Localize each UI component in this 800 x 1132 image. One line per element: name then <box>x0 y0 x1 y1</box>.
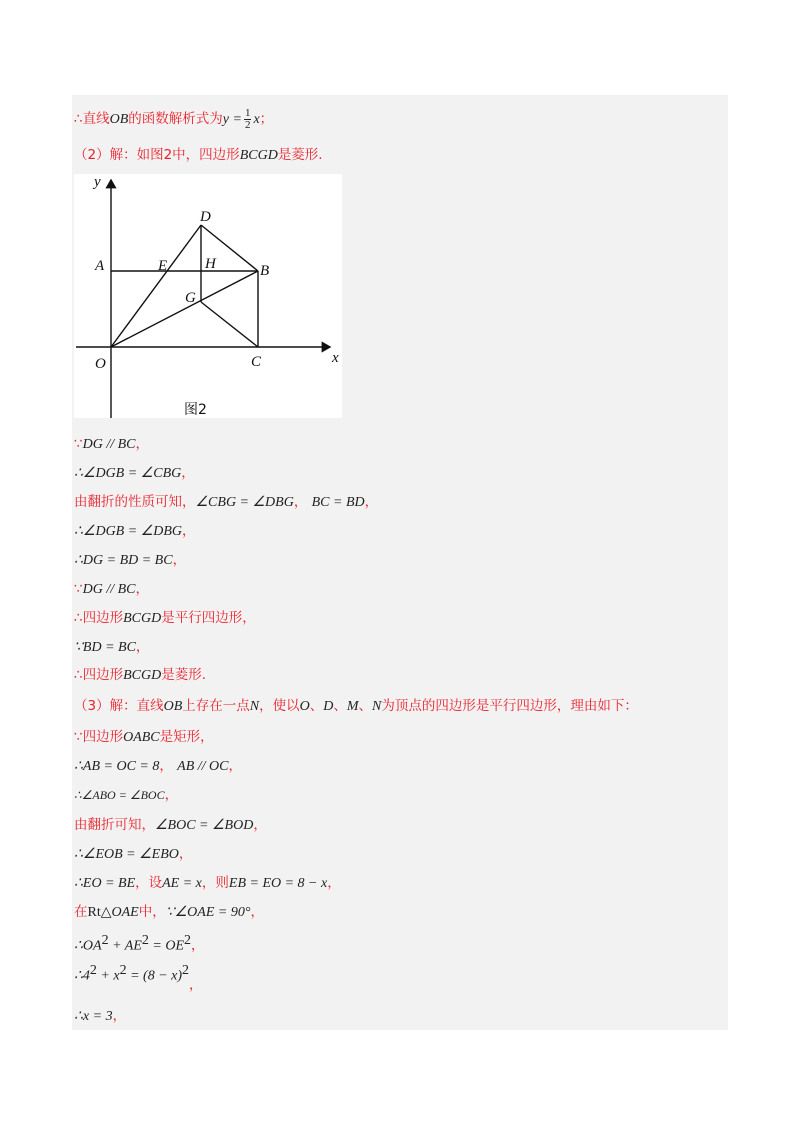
label-E: E <box>158 258 168 274</box>
segment-OD <box>111 225 201 347</box>
line-21: $\therefore 4^2 + x^2 = (8 - x)^2$， <box>74 963 203 993</box>
line-5: 由翻折的性质可知，∠CBG = ∠DBG， BC = BD， <box>74 494 379 510</box>
line-17: ∴∠EOB = ∠EBO， <box>74 846 193 862</box>
label-y: y <box>94 174 101 190</box>
line-1: ∴直线OB的函数解析式为y = $\frac{1}{2}$ x； <box>74 107 274 131</box>
label-O: O <box>95 356 106 372</box>
label-x: x <box>332 350 339 366</box>
line-13: ∵四边形OABC是矩形， <box>74 729 214 745</box>
line-22: ∴x = 3， <box>74 1008 127 1024</box>
line-16: 由翻折可知，∠BOC = ∠BOD， <box>74 817 267 833</box>
geometry-figure <box>74 174 342 418</box>
segment-GC <box>201 302 258 347</box>
line-8: ∵DG // BC， <box>74 581 149 597</box>
fraction: $\frac{1}{2}$ <box>244 107 251 131</box>
label-H: H <box>205 256 216 272</box>
line-20: $\therefore OA^2 + AE^2 = OE^2$， <box>74 933 205 954</box>
label-B: B <box>260 263 270 279</box>
line-3: ∵DG // BC， <box>74 436 149 452</box>
line-6: ∴∠DGB = ∠DBG， <box>74 523 196 539</box>
segment-OB <box>111 271 258 347</box>
line-15: ∴∠ABO = ∠BOC， <box>74 787 179 803</box>
line-9: ∴四边形BCGD是平行四边形， <box>74 610 256 626</box>
figure-caption: 图2 <box>184 402 207 418</box>
line-14: ∴AB = OC = 8， AB // OC， <box>74 758 242 774</box>
line-7: ∴DG = BD = BC， <box>74 552 187 568</box>
line-19: 在Rt△OAE中，∵∠OAE = 90°， <box>74 904 264 920</box>
line-4: ∴∠DGB = ∠CBG， <box>74 465 195 481</box>
line-10: ∵BD = BC， <box>74 639 150 655</box>
line-18: ∴EO = BE，设AE = x，则EB = EO = 8 − x， <box>74 875 341 891</box>
line-12: （3）解：直线OB上存在一点N，使以O、D、M、N为顶点的四边形是平行四边形，理由如下： <box>74 698 638 714</box>
label-D: D <box>200 209 211 225</box>
line-2: （2）解：如图2中，四边形BCGD是菱形. <box>74 147 323 163</box>
label-A: A <box>95 258 105 274</box>
label-C: C <box>251 354 262 370</box>
line-11: ∴四边形BCGD是菱形. <box>74 667 207 683</box>
label-G: G <box>185 290 196 306</box>
